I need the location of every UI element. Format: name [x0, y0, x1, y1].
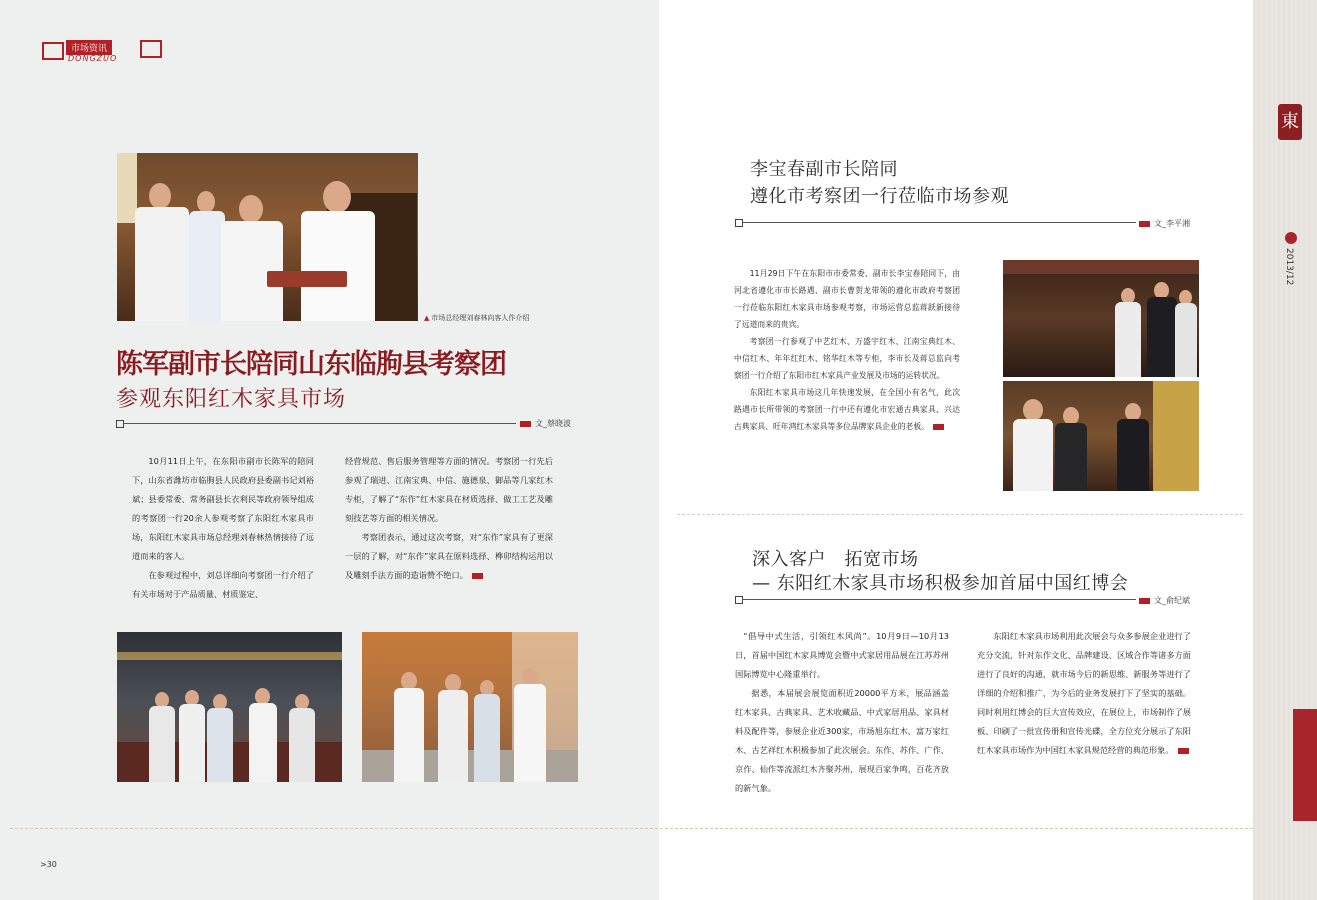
author-name: 文_李平湘 [1154, 219, 1190, 228]
rule-end-icon [735, 219, 743, 227]
author-byline [1139, 595, 1190, 606]
rule-end-icon [116, 420, 124, 428]
paragraph: 10月11日上午，在东阳市副市长陈军的陪同下，山东省潍坊市临朐县人民政府县委副书记刘裕斌；县委常委、常务副县长衣利民等政府领导组成的考察团一行20余人参观考察了东阳红木家具市场，东阳红木家具市场总经理刘春林热情接待了远道而来的客人。 [132, 456, 314, 561]
bottom-photo-2 [362, 632, 578, 782]
article3-title-line1: 深入客户 拓宽市场 [752, 549, 919, 570]
paragraph: 经营规范、售后服务管理等方面的情况。考察团一行先后参观了瑞进、江南宝典、中信、施德泉、御品等几家红木专柜，了解了“东作”红木家具在材质选择、做工工艺及雕刻技艺等方面的相关情况。 [345, 456, 553, 523]
article2-title-line1: 李宝春副市长陪同 [750, 159, 898, 180]
brand-sub: DONGZUO [68, 54, 118, 63]
title-rule [743, 222, 1136, 223]
author-mark-icon [1139, 598, 1150, 604]
end-mark-icon [472, 573, 483, 579]
edge-color-band [1293, 709, 1317, 821]
author-name: 文_蔡晓波 [535, 419, 571, 428]
article3-title-line2: — 东阳红木家具市场积极参加首届中国红博会 [752, 573, 1129, 594]
paragraph: “倡导中式生活，引领红木风尚”。10月9日—10月13日，首届中国红木家具博览会暨中式家居用品展在江苏苏州国际博览中心隆重举行。 [735, 631, 949, 679]
paragraph [734, 384, 960, 435]
article-subtitle: 参观东阳红木家具市场 [116, 387, 347, 412]
magazine-seal-icon: 東 [1278, 104, 1302, 140]
left-column-1 [132, 452, 314, 604]
paragraph-text: 考察团表示，通过这次考察，对“东作”家具有了更深一层的了解，对“东作”家具在原料选择、榫卯结构运用以及雕刻手法方面的造诣赞不绝口。 [345, 532, 553, 580]
paragraph [977, 627, 1191, 760]
article3-column-2 [977, 627, 1191, 760]
author-name: 文_俞纪斌 [1154, 596, 1190, 605]
author-mark-icon [1139, 221, 1150, 227]
rule-end-icon [735, 596, 743, 604]
issue-badge-icon [1285, 232, 1297, 244]
paragraph: 考察团一行参观了中艺红木、万盛宇红木、江南宝典红木、中信红木、年年红红木、铭华红木等专柜，李市长及蒋总监向考察团一行介绍了东阳市红木家具产业发展及市场的运转状况。 [734, 337, 960, 380]
title-rule [124, 423, 516, 424]
paragraph: 11月29日下午在东阳市市委常委、副市长李宝春陪同下，由河北省遵化市市长路遇、副市长曹贺龙带领的遵化市政府考察团一行莅临东阳红木家具市场参观考察，市场运营总监蒋跃新接待了远道而来的贵宾。 [734, 269, 960, 329]
article2-title-line2: 遵化市考察团一行莅临市场参观 [750, 186, 1009, 207]
article3-column-1 [735, 627, 949, 798]
author-byline [1139, 218, 1190, 229]
article2-body [734, 265, 960, 435]
section-brand [42, 40, 118, 64]
article-divider [677, 514, 1243, 515]
right-photo-2 [1003, 381, 1199, 491]
end-mark-icon [1178, 748, 1189, 754]
bottom-divider [10, 828, 1253, 829]
paragraph [345, 528, 553, 585]
left-column-2 [345, 452, 553, 585]
brand-logo-icon [42, 42, 64, 60]
title-rule [743, 599, 1136, 600]
paragraph-text: 东阳红木家具市场这几年快速发展，在全国小有名气，此次路遇市长所带领的考察团一行中还有遵化市宏通古典家具、兴达古典家具、旺年鸿红木家具等多位品牌家具企业的老板。 [734, 388, 960, 431]
paragraph-text: 东阳红木家具市场利用此次展会与众多参展企业进行了充分交流，针对东作文化、品牌建设、区域合作等诸多方面进行了良好的沟通，就市场今后的新思维、新服务等进行了详细的介绍和推广，为今后的业务发展打下了坚实的基础。同时利用红博会的巨大宣传效应，在展位上，市场制作了展板、印刷了一批宣传册和宣传光碟，全方位充分展示了东阳红木家具市场作为中国红木家具规范经营的典范形象。 [977, 631, 1191, 755]
brand-logo-icon-2 [140, 40, 162, 58]
author-mark-icon [520, 421, 531, 427]
end-mark-icon [933, 424, 944, 430]
magazine-logo [1278, 104, 1306, 204]
right-photo-1 [1003, 260, 1199, 377]
top-photo [117, 153, 418, 321]
author-byline [520, 418, 571, 429]
photo-caption: ▲ 市场总经理刘春林向客人作介绍 [424, 313, 529, 323]
bottom-photo-1 [117, 632, 342, 782]
brand-label: 市场资讯 [66, 40, 112, 55]
paragraph: 据悉，本届展会展览面积近20000平方米，展品涵盖红木家具、古典家具、艺术收藏品、中式家居用品、家具材料及配件等，参展企业近300家，市场旭东红木、富万家红木、古艺祥红木积极参加了此次展会。东作、苏作、广作、京作、仙作等流派红木齐聚苏州，展现百家争鸣，百花齐放的新气象。 [735, 688, 949, 793]
page-number-left: >30 [40, 860, 57, 869]
issue-marker [1280, 232, 1302, 285]
issue-date: 2013/12 [1284, 248, 1294, 286]
paragraph: 在参观过程中，刘总详细向考察团一行介绍了有关市场对于产品质量、材质鉴定、 [132, 570, 314, 599]
article-title: 陈军副市长陪同山东临朐县考察团 [116, 349, 506, 380]
